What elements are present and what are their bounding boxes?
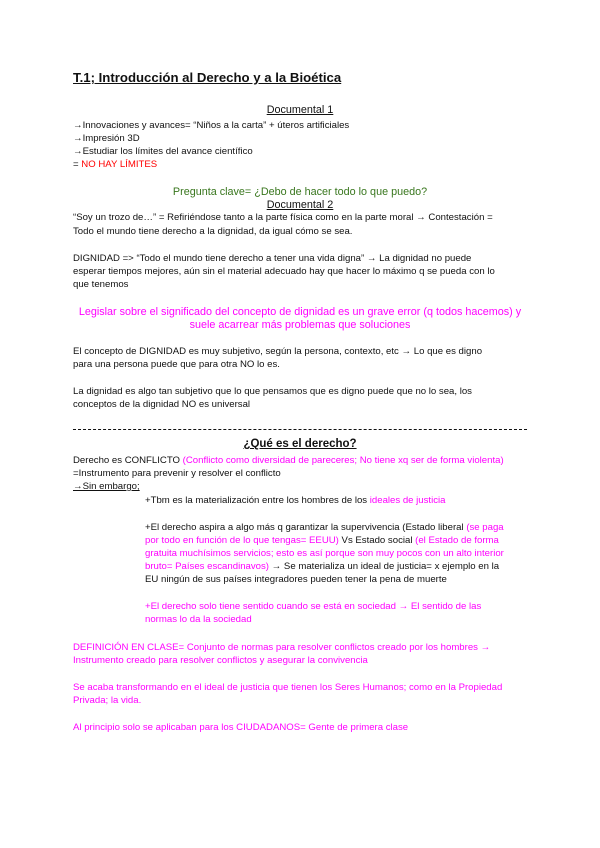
- bullet-2-line-5: EU ningún de sus países integradores pueden tener la pena de muerte: [145, 574, 447, 585]
- derecho-conflicto-text: Derecho es CONFLICTO: [73, 455, 183, 466]
- doc2-p2-line-3: que tenemos: [73, 279, 129, 290]
- page-title: T.1; Introducción al Derecho y a la Bioética: [73, 70, 342, 85]
- instrumento-line: =Instrumento para prevenir y resolver el conflicto: [73, 468, 281, 479]
- doc1-heading: Documental 1: [266, 104, 334, 116]
- doc1-line-4-prefix: =: [73, 159, 82, 170]
- doc2-p2-line-2: esperar tiempos mejores, aún sin el material adecuado hay que hacer lo máximo q se pueda con lo: [73, 266, 495, 277]
- bullet-2-line-2-text: Vs Estado social: [338, 535, 416, 546]
- bullet-1-text: +Tbm es la materialización entre los hombres de los: [145, 495, 370, 506]
- doc2-p4-line-1: La dignidad es algo tan subjetivo que lo que pensamos que es digno puede que no lo sea, los: [73, 386, 472, 397]
- doc2-p3-line-1: El concepto de DIGNIDAD es muy subjetivo, según la persona, contexto, etc → Lo que es digno: [73, 346, 483, 357]
- no-limits-text: NO HAY LÍMITES: [81, 159, 158, 170]
- doc1-line-1: →Innovaciones y avances= “Niños a la carta” + úteros artificiales: [73, 120, 350, 131]
- dignity-warning-line-2: suele acarrear más problemas que soluciones: [189, 319, 411, 331]
- doc2-p4-line-2: conceptos de la dignidad NO es universal: [73, 399, 251, 410]
- bullet-2-line-1-note: (se paga: [466, 522, 504, 533]
- derecho-conflicto-line: [73, 455, 504, 467]
- doc1-line-3: →Estudiar los límites del avance científico: [73, 146, 253, 157]
- definition-line-2: Instrumento creado para resolver conflictos y asegurar la convivencia: [73, 655, 368, 666]
- bullet-2-line-1: [145, 522, 504, 534]
- doc2-p3-line-2: para una persona puede que para otra NO lo es.: [73, 359, 280, 370]
- ideales-justicia-text: ideales de justicia: [369, 495, 446, 506]
- bullet-2-line-2-note: por todo en función de lo que tengas= EEUU): [145, 535, 339, 546]
- bullet-1: [145, 495, 446, 507]
- bullet-2-line-4: [145, 561, 499, 573]
- doc2-p1-line-2: Todo el mundo tiene derecho a la dignidad, da igual cómo se sea.: [73, 226, 353, 237]
- bullet-2-line-2: [145, 535, 499, 547]
- bullet-2-line-4-text: → Se materializa un ideal de justicia= x ejemplo en la: [269, 561, 500, 572]
- doc1-line-2: →Impresión 3D: [73, 133, 140, 144]
- doc2-p1-line-1: “Soy un trozo de…” = Refiriéndose tanto a la parte física como en la parte moral → Contestación =: [73, 212, 493, 223]
- bullet-3-line-1: +El derecho solo tiene sentido cuando se está en sociedad → El sentido de las: [145, 601, 482, 612]
- key-question: Pregunta clave= ¿Debo de hacer todo lo que puedo?: [172, 186, 428, 198]
- bullet-2-line-1-text: +El derecho aspira a algo más q garantizar la supervivencia (Estado liberal: [145, 522, 467, 533]
- doc2-p2-line-1: DIGNIDAD => “Todo el mundo tiene derecho a tener una vida digna” → La dignidad no puede: [73, 253, 472, 264]
- doc2-heading: Documental 2: [266, 199, 334, 211]
- bullet-3-line-2: normas lo da la sociedad: [145, 614, 252, 625]
- doc1-line-4: [73, 159, 157, 171]
- sin-embargo-line: →Sin embargo;: [73, 481, 140, 492]
- bullet-2-line-3: gratuita muchísimos servicios; esto es así porque son muy pocos con un alto interior: [145, 548, 504, 559]
- ciudadanos-line: Al principio solo se aplicaban para los CIUDADANOS= Gente de primera clase: [73, 722, 409, 733]
- conflicto-note: (Conflicto como diversidad de pareceres; No tiene xq ser de forma violenta): [182, 455, 504, 466]
- section2-heading: ¿Qué es el derecho?: [243, 438, 357, 450]
- bullet-2-line-4-note: bruto= Países escandinavos): [145, 561, 269, 572]
- ideal-justicia-line-2: Privada; la vida.: [73, 695, 142, 706]
- definition-line-1: DEFINICIÓN EN CLASE= Conjunto de normas para resolver conflictos creado por los hombres →: [73, 642, 491, 653]
- ideal-justicia-line-1: Se acaba transformando en el ideal de justicia que tienen los Seres Humanos; como en la Propiedad: [73, 682, 503, 693]
- dignity-warning-line-1: Legislar sobre el significado del concepto de dignidad es un grave error (q todos hacemos) y: [78, 306, 522, 318]
- section-divider: [73, 429, 527, 430]
- bullet-2-line-2-note-2: (el Estado de forma: [415, 535, 499, 546]
